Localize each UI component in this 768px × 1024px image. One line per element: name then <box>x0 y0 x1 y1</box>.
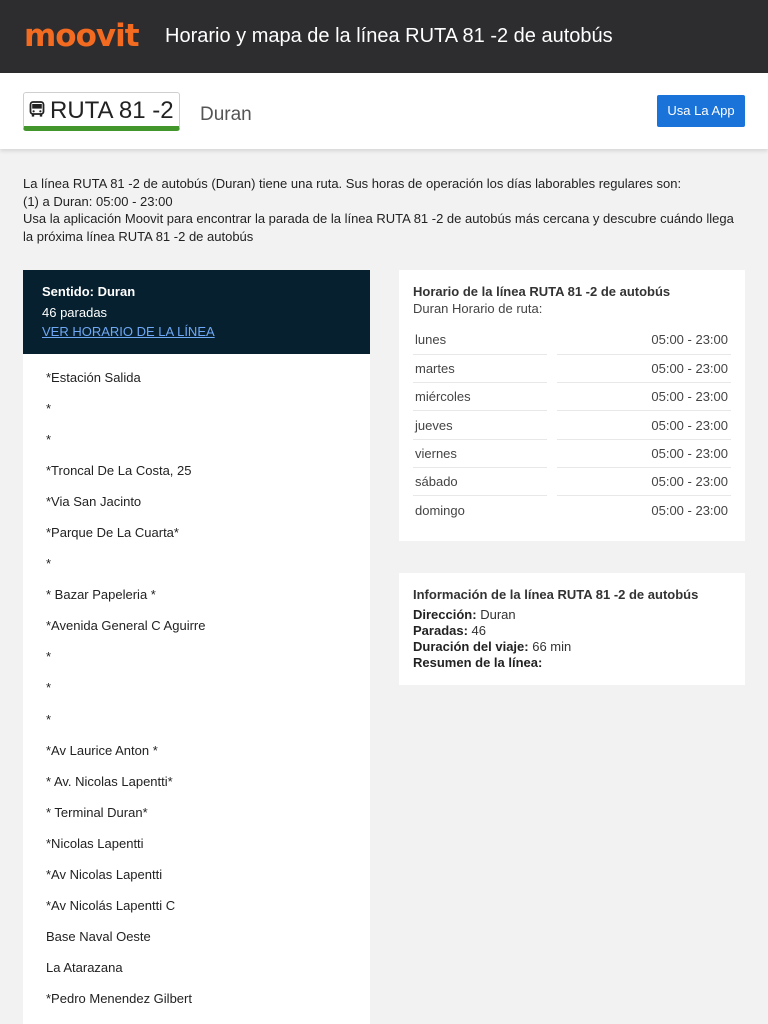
schedule-day: viernes <box>413 439 547 467</box>
stop-item[interactable]: * <box>46 649 52 665</box>
schedule-row <box>413 354 731 382</box>
view-schedule-link[interactable]: VER HORARIO DE LA LÍNEA <box>42 324 215 339</box>
stop-item[interactable]: Base Naval Oeste <box>46 928 151 944</box>
use-app-button[interactable]: Usa La App <box>657 95 745 127</box>
moovit-logo[interactable]: moovit <box>24 18 139 54</box>
stop-item[interactable]: *Nicolas Lapentti <box>46 835 144 851</box>
schedule-row <box>413 467 731 495</box>
stop-item[interactable]: * <box>46 401 52 417</box>
stop-item[interactable]: * Av. Nicolas Lapentti* <box>46 773 173 789</box>
schedule-day: domingo <box>415 502 465 518</box>
stop-item[interactable]: *Estación Salida <box>46 370 141 385</box>
schedule-hours: 05:00 - 23:00 <box>651 502 728 518</box>
schedule-day: lunes <box>413 326 547 354</box>
stops-header <box>23 270 370 354</box>
schedule-title: Horario de la línea RUTA 81 -2 de autobús <box>413 284 671 299</box>
line-info-card <box>399 573 745 685</box>
schedule-gap <box>547 326 557 354</box>
info-stops: Paradas: 46 <box>413 623 487 638</box>
bus-icon <box>29 101 45 118</box>
route-badge <box>23 92 180 131</box>
stop-item[interactable]: * <box>46 680 52 696</box>
stop-item[interactable]: * <box>46 556 52 572</box>
schedule-day: sábado <box>413 467 547 495</box>
schedule-hours: 05:00 - 23:00 <box>557 439 731 467</box>
intro-line-1: La línea RUTA 81 -2 de autobús (Duran) tiene una ruta. Sus horas de operación los días laborables regulares son: <box>23 176 682 191</box>
schedule-hours: 05:00 - 23:00 <box>557 383 731 411</box>
intro-text <box>23 175 745 245</box>
schedule-row <box>413 411 731 439</box>
stop-item[interactable]: *Av Nicolas Lapentti <box>46 866 163 882</box>
schedule-gap <box>547 496 557 524</box>
stop-item[interactable]: *Troncal De La Costa, 25 <box>46 463 192 479</box>
stop-item[interactable]: *Pedro Menendez Gilbert <box>46 990 192 1006</box>
stops-panel <box>23 270 370 1024</box>
schedule-hours: 05:00 - 23:00 <box>557 411 731 439</box>
stop-item[interactable]: *Via San Jacinto <box>46 494 142 510</box>
schedule-day: miércoles <box>413 383 547 411</box>
page-title: Horario y mapa de la línea RUTA 81 -2 de autobús <box>165 25 613 47</box>
stop-item[interactable]: La Atarazana <box>46 959 123 975</box>
route-destination: Duran <box>200 104 252 125</box>
direction-label: Sentido: Duran <box>42 284 136 299</box>
schedule-card <box>399 270 745 541</box>
stop-item[interactable]: *Avenida General C Aguirre <box>46 618 206 634</box>
schedule-gap <box>547 354 557 382</box>
stop-item[interactable]: *Av Laurice Anton * <box>46 742 158 758</box>
schedule-table <box>413 326 731 524</box>
stop-item[interactable]: *Parque De La Cuarta* <box>46 525 179 541</box>
schedule-hours: 05:00 - 23:00 <box>557 326 731 354</box>
stop-item[interactable]: * <box>46 711 52 727</box>
intro-line-3: Usa la aplicación Moovit para encontrar la parada de la línea RUTA 81 -2 de autobús más cercana y descubre cuándo llega la próxima línea RUTA 81 -2 de autobús <box>23 211 734 244</box>
info-duration: Duración del viaje: 66 min <box>413 639 572 654</box>
schedule-hours: 05:00 - 23:00 <box>557 467 731 495</box>
info-summary: Resumen de la línea: <box>413 655 543 670</box>
stop-item[interactable]: *Av Nicolás Lapentti C <box>46 897 176 913</box>
top-bar <box>0 0 768 73</box>
schedule-gap <box>547 439 557 467</box>
schedule-row <box>413 383 731 411</box>
stop-item[interactable]: * Bazar Papeleria * <box>46 587 156 603</box>
info-direction: Dirección: Duran <box>413 607 516 622</box>
schedule-day: jueves <box>413 411 547 439</box>
intro-line-2: (1) a Duran: 05:00 - 23:00 <box>23 193 173 209</box>
schedule-gap <box>547 383 557 411</box>
schedule-row <box>413 496 731 524</box>
schedule-gap <box>547 467 557 495</box>
info-title: Información de la línea RUTA 81 -2 de autobús <box>413 587 699 602</box>
schedule-day: martes <box>413 354 547 382</box>
line-bar <box>0 73 768 149</box>
stop-item[interactable]: * <box>46 432 52 448</box>
schedule-gap <box>547 411 557 439</box>
stop-count: 46 paradas <box>42 305 108 320</box>
schedule-row <box>413 439 731 467</box>
schedule-hours: 05:00 - 23:00 <box>557 354 731 382</box>
route-name: RUTA 81 -2 <box>50 97 174 124</box>
stop-list <box>23 354 370 1021</box>
schedule-row <box>413 326 731 354</box>
schedule-subtitle: Duran Horario de ruta: <box>413 301 543 316</box>
stop-item[interactable]: * Terminal Duran* <box>46 804 148 820</box>
